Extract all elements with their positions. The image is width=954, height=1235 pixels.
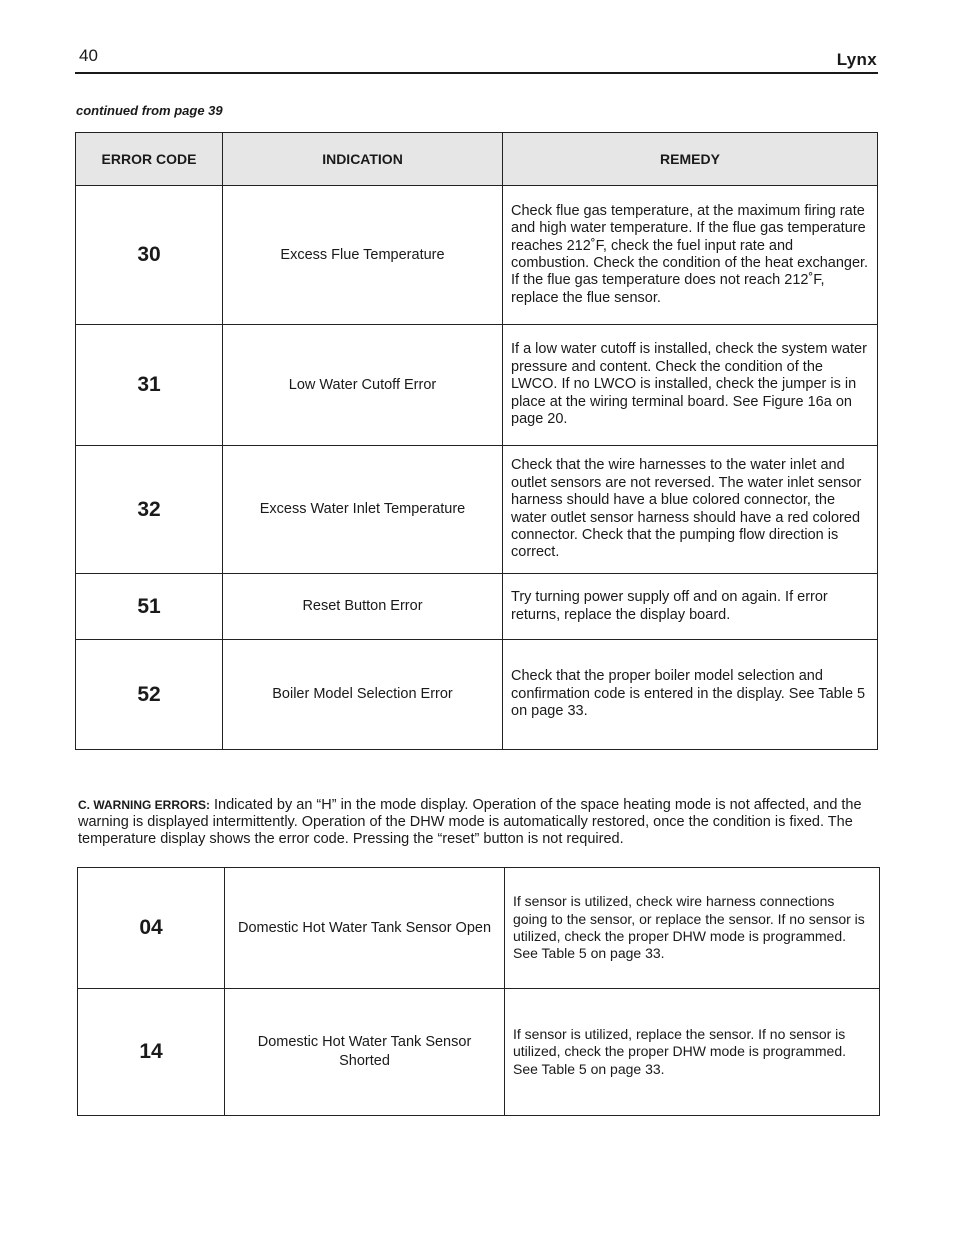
warning-errors-text: Indicated by an “H” in the mode display. Operation of the space heating mode is not affected, and the warning is displayed intermittently. Operation of the DHW mode is automatically restored, once the condition is fixed. The temperature display shows the error code. Pressing the “reset” button is not required. (78, 797, 862, 847)
indication: Boiler Model Selection Error (223, 640, 503, 750)
indication: Low Water Cutoff Error (223, 325, 503, 446)
warning-errors-heading: C. WARNING ERRORS: (78, 798, 210, 812)
remedy: If sensor is utilized, check wire harness connections going to the sensor, or replace the sensor. If no sensor is utilized, check the proper DHW mode is programmed. See Table 5 on page 33. (505, 868, 880, 989)
remedy: If sensor is utilized, replace the sensor. If no sensor is utilized, check the proper DHW mode is programmed. See Table 5 on page 33. (505, 989, 880, 1116)
table-row (76, 186, 878, 325)
table-row (78, 868, 880, 989)
column-header-error-code: ERROR CODE (76, 133, 223, 186)
indication: Excess Water Inlet Temperature (223, 446, 503, 574)
error-code: 51 (76, 574, 223, 640)
remedy: Check flue gas temperature, at the maximum firing rate and high water temperature. If the flue gas temperature reaches 212˚F, check the fuel input rate and combustion. Check the condition of the heat exchanger. If the flue gas temperature does not reach 212˚F, replace the flue sensor. (503, 186, 878, 325)
table-row (78, 989, 880, 1116)
table-row (76, 574, 878, 640)
error-code: 32 (76, 446, 223, 574)
column-header-remedy: REMEDY (503, 133, 878, 186)
indication: Domestic Hot Water Tank Sensor Shorted (225, 989, 505, 1116)
remedy: Check that the wire harnesses to the water inlet and outlet sensors are not reversed. The water inlet sensor harness should have a blue colored connector, the water outlet sensor harness should have a red colored connector. Check that the pumping flow direction is correct. (503, 446, 878, 574)
warning-code-table (77, 867, 880, 1116)
header-rule (75, 72, 878, 74)
warning-errors-paragraph (78, 797, 868, 848)
error-code: 30 (76, 186, 223, 325)
column-header-indication: INDICATION (223, 133, 503, 186)
warning-code: 04 (78, 868, 225, 989)
table-row (76, 325, 878, 446)
warning-code: 14 (78, 989, 225, 1116)
error-code-table (75, 132, 878, 750)
remedy: Check that the proper boiler model selection and confirmation code is entered in the display. See Table 5 on page 33. (503, 640, 878, 750)
continued-note: continued from page 39 (76, 103, 223, 118)
error-code: 31 (76, 325, 223, 446)
table-header-row (76, 133, 878, 186)
table-row (76, 640, 878, 750)
remedy: Try turning power supply off and on again. If error returns, replace the display board. (503, 574, 878, 640)
table-row (76, 446, 878, 574)
indication: Excess Flue Temperature (223, 186, 503, 325)
brand-name: Lynx (836, 50, 877, 69)
remedy: If a low water cutoff is installed, check the system water pressure and content. Check the condition of the LWCO. If no LWCO is installed, check the jumper is in place at the wiring terminal board. See Figure 16a on page 20. (503, 325, 878, 446)
indication: Domestic Hot Water Tank Sensor Open (225, 868, 505, 989)
indication: Reset Button Error (223, 574, 503, 640)
error-code: 52 (76, 640, 223, 750)
page-number: 40 (79, 46, 98, 65)
